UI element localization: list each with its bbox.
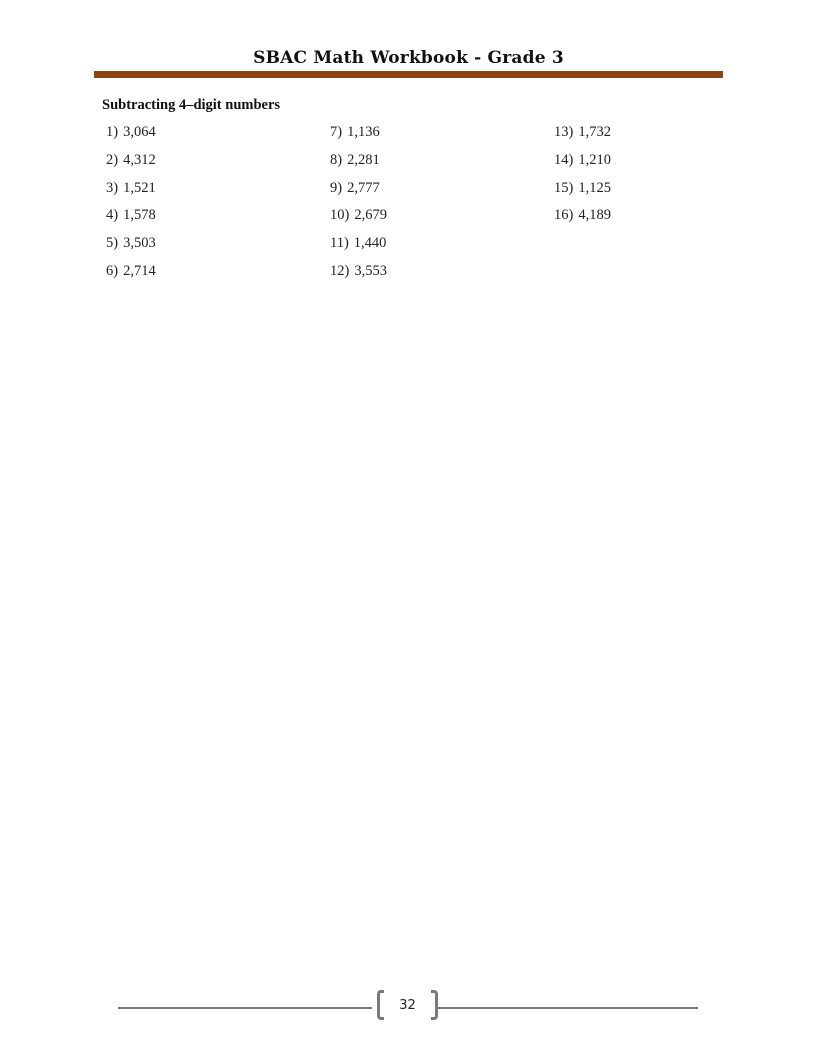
answer-value: 1,521 <box>123 179 156 196</box>
footer-rule-left <box>118 1007 372 1009</box>
answer-number: 16) <box>554 207 574 224</box>
answer-item <box>106 205 156 233</box>
answer-value: 2,281 <box>347 151 380 168</box>
answer-value: 2,714 <box>123 262 156 279</box>
answer-value: 1,210 <box>578 151 611 168</box>
answer-number: 6) <box>106 262 119 279</box>
header-rule <box>94 71 723 78</box>
answer-item <box>106 150 156 178</box>
left-bracket-icon <box>377 990 384 1020</box>
answer-number: 13) <box>554 124 574 140</box>
answer-column-2 <box>330 122 387 289</box>
answer-item <box>330 261 387 289</box>
answer-number: 10) <box>330 207 350 224</box>
answer-column-3 <box>554 122 611 233</box>
answer-value: 4,312 <box>123 151 156 168</box>
answer-item <box>106 178 156 206</box>
answer-item <box>106 261 156 289</box>
answer-item <box>330 233 387 261</box>
answer-item <box>330 122 387 150</box>
answer-value: 1,440 <box>353 235 387 252</box>
answer-value: 3,503 <box>123 235 156 252</box>
answer-number: 9) <box>330 179 343 196</box>
footer-rule-right <box>438 1007 698 1009</box>
answer-number: 15) <box>554 179 574 196</box>
answer-value: 3,553 <box>354 262 387 279</box>
answer-value: 1,578 <box>123 207 156 224</box>
page-title: SBAC Math Workbook - Grade 3 <box>253 48 564 68</box>
answer-item <box>106 122 156 150</box>
answer-item <box>554 178 611 206</box>
answer-item <box>554 150 611 178</box>
answer-item <box>106 233 156 261</box>
answer-column-1 <box>106 122 156 289</box>
page-footer <box>118 990 698 1026</box>
answer-number: 5) <box>106 235 119 252</box>
page-number: 32 <box>399 998 416 1013</box>
answer-item <box>330 150 387 178</box>
section-title: Subtracting 4–digit numbers <box>102 97 281 113</box>
answer-value: 2,679 <box>354 207 387 224</box>
answer-number: 4) <box>106 207 119 224</box>
answer-number: 11) <box>330 235 349 252</box>
answer-item <box>330 178 387 206</box>
answer-value: 1,732 <box>578 124 611 140</box>
answer-number: 7) <box>330 124 343 140</box>
answer-number: 1) <box>106 124 119 140</box>
answer-number: 8) <box>330 151 343 168</box>
answer-number: 12) <box>330 262 350 279</box>
answer-value: 1,136 <box>347 124 380 140</box>
answer-value: 3,064 <box>123 124 156 140</box>
answer-number: 14) <box>554 151 574 168</box>
right-bracket-icon <box>431 990 438 1020</box>
answer-key-grid <box>106 122 726 292</box>
answer-value: 2,777 <box>347 179 380 196</box>
answer-number: 2) <box>106 151 119 168</box>
answer-number: 3) <box>106 179 119 196</box>
answer-item <box>330 205 387 233</box>
answer-value: 4,189 <box>578 207 611 224</box>
answer-item <box>554 122 611 150</box>
answer-value: 1,125 <box>578 179 611 196</box>
answer-item <box>554 205 611 233</box>
